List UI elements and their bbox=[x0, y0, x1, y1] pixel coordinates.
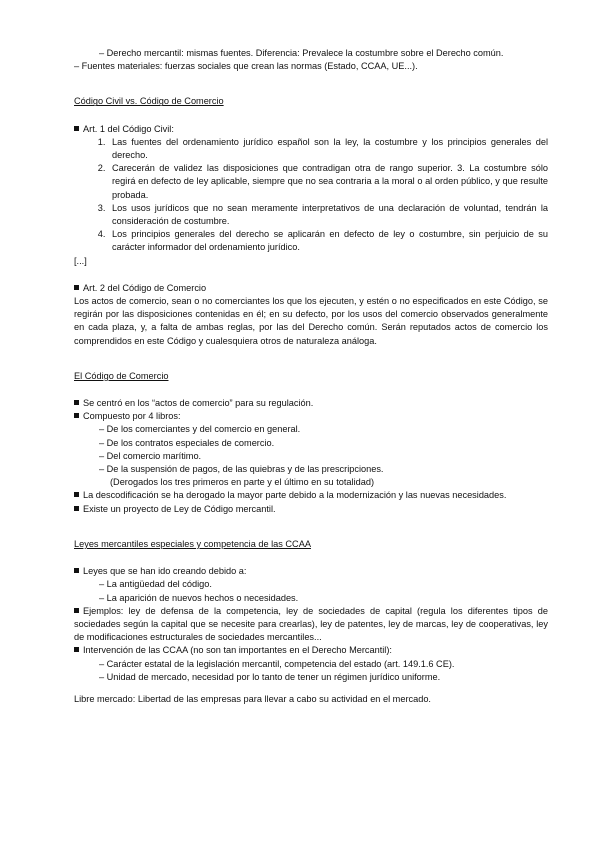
bullet-text: Existe un proyecto de Ley de Código mercantil. bbox=[83, 503, 276, 514]
bullet-leyes-creadas bbox=[74, 565, 548, 578]
bullet-text: Se centró en los “actos de comercio” para su regulación. bbox=[83, 398, 314, 409]
art2-text: Los actos de comercio, sean o no comerciantes los que los ejecuten, y estén o no especificados en este Código, se regirán por las disposiciones contenidas en él; en su defecto, por los usos del comercio observados generalmente en cada plaza, y, a falta de ambas reglas, por las del Derecho común. Serán reputados actos de comercio los comprendidos en este Código y cualesquiera otros de naturaleza análoga. bbox=[74, 296, 548, 346]
bullet-libros bbox=[74, 410, 548, 423]
art1-item: 4. Los principios generales del derecho se aplicarán en defecto de ley o costumbre, sin perjuicio de su carácter informador del ordenamiento jurídico. bbox=[108, 228, 548, 254]
bullet-intervencion-ccaa bbox=[74, 644, 548, 657]
heading-codigo-civil-vs-comercio: Código Civil vs. Código de Comercio bbox=[74, 96, 224, 107]
dash-fuentes-materiales: – Fuentes materiales: fuerzas sociales que crean las normas (Estado, CCAA, UE...). bbox=[74, 61, 418, 72]
square-bullet-icon bbox=[74, 492, 79, 497]
art1-list bbox=[74, 136, 548, 255]
bullet-text: La descodificación se ha derogado la mayor parte debido a la modernización y las nuevas necesidades. bbox=[83, 490, 507, 501]
heading-codigo-de-comercio: El Código de Comercio bbox=[74, 370, 169, 381]
bullet-text: Leyes que se han ido creando debido a: bbox=[83, 566, 247, 577]
bullet-art1 bbox=[74, 123, 548, 136]
square-bullet-icon bbox=[74, 413, 79, 418]
heading-leyes-mercantiles: Leyes mercantiles especiales y competencia de las CCAA bbox=[74, 538, 311, 549]
derogados-note: (Derogados los tres primeros en parte y el último en su totalidad) bbox=[110, 477, 375, 488]
libro-item: – De los comerciantes y del comercio en general. bbox=[99, 424, 301, 435]
motivo-item: – La aparición de nuevos hechos o necesidades. bbox=[99, 592, 299, 603]
motivo-item: – La antigüedad del código. bbox=[99, 579, 212, 590]
libro-item: – De los contratos especiales de comercio. bbox=[99, 437, 275, 448]
libro-item: – Del comercio marítimo. bbox=[99, 450, 202, 461]
square-bullet-icon bbox=[74, 400, 79, 405]
ccaa-item: – Carácter estatal de la legislación mercantil, competencia del estado (art. 149.1.6 CE). bbox=[99, 658, 455, 669]
document-page bbox=[74, 47, 548, 706]
bullet-text: Intervención de las CCAA (no son tan importantes en el Derecho Mercantil): bbox=[83, 645, 392, 656]
square-bullet-icon bbox=[74, 568, 79, 573]
bullet-text: Compuesto por 4 libros: bbox=[83, 411, 181, 422]
square-bullet-icon bbox=[74, 506, 79, 511]
art1-item: 2. Carecerán de validez las disposiciones que contradigan otra de rango superior. 3. La costumbre sólo regirá en defecto de ley aplicable, siempre que no sea contraria a la moral o al orden público, y que resulte probada. bbox=[108, 162, 548, 202]
art1-label: Art. 1 del Código Civil: bbox=[83, 123, 174, 134]
libro-item: – De la suspensión de pagos, de las quiebras y de las prescripciones. bbox=[99, 464, 384, 475]
art1-item: 3. Los usos jurídicos que no sean meramente interpretativos de una declaración de voluntad, tendrán la consideración de costumbre. bbox=[108, 202, 548, 228]
bullet-art2 bbox=[74, 282, 548, 295]
art1-item: 1. Las fuentes del ordenamiento jurídico español son la ley, la costumbre y los principios generales del derecho. bbox=[108, 136, 548, 162]
bullet-proyecto-ley bbox=[74, 503, 548, 516]
square-bullet-icon bbox=[74, 126, 79, 131]
square-bullet-icon bbox=[74, 647, 79, 652]
square-bullet-icon bbox=[74, 285, 79, 290]
libre-mercado: Libre mercado: Libertad de las empresas para llevar a cabo su actividad en el mercado. bbox=[74, 693, 431, 704]
ccaa-item: – Unidad de mercado, necesidad por lo tanto de tener un régimen jurídico uniforme. bbox=[99, 671, 441, 682]
ellipsis: [...] bbox=[74, 255, 87, 266]
bullet-ejemplos bbox=[74, 605, 548, 645]
bullet-actos-comercio bbox=[74, 397, 548, 410]
art2-label: Art. 2 del Código de Comercio bbox=[83, 282, 207, 293]
bullet-descodificacion bbox=[74, 489, 548, 502]
dash-derecho-mercantil: – Derecho mercantil: mismas fuentes. Diferencia: Prevalece la costumbre sobre el Derecho común. bbox=[99, 48, 504, 58]
square-bullet-icon bbox=[74, 608, 79, 613]
bullet-text: Ejemplos: ley de defensa de la competencia, ley de sociedades de capital (regula los diferentes tipos de sociedades según la capital que se necesite para crearlas), ley de patentes, ley de marcas, ley de cooperativas, ley de modificaciones estructurales de sociedades mercantiles... bbox=[74, 605, 548, 643]
